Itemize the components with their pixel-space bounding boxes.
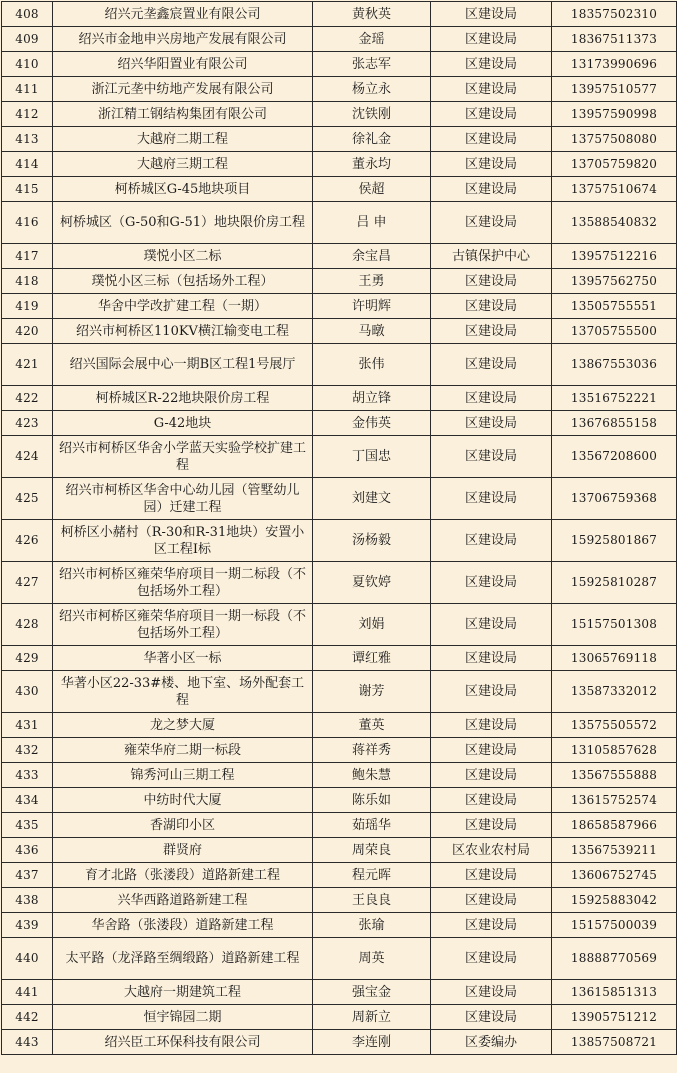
department-cell: 区建设局 [431,604,552,646]
table-row [2,202,677,244]
table-row [2,1030,677,1055]
phone-number-cell: 13065769118 [552,646,677,671]
phone-number-cell: 13606752745 [552,863,677,888]
contact-person-cell: 马暾 [313,319,431,344]
phone-number-cell: 13705759820 [552,152,677,177]
table-row [2,863,677,888]
project-name-cell: 浙江元垄中纺地产发展有限公司 [53,77,313,102]
project-name-cell: 大越府一期建筑工程 [53,980,313,1005]
project-name-cell: 绍兴市柯桥区110KV横江输变电工程 [53,319,313,344]
department-cell: 区建设局 [431,1005,552,1030]
project-name-cell: 群贤府 [53,838,313,863]
project-name-cell: 锦秀河山三期工程 [53,763,313,788]
table-row [2,813,677,838]
phone-number-cell: 13757508080 [552,127,677,152]
contact-person-cell: 谢芳 [313,671,431,713]
table-row [2,562,677,604]
row-number-cell: 424 [2,436,53,478]
phone-number-cell: 13505755551 [552,294,677,319]
table-row [2,386,677,411]
row-number-cell: 441 [2,980,53,1005]
contact-person-cell: 黄秋英 [313,2,431,27]
row-number-cell: 420 [2,319,53,344]
row-number-cell: 440 [2,938,53,980]
row-number-cell: 418 [2,269,53,294]
table-row [2,436,677,478]
department-cell: 区建设局 [431,177,552,202]
contact-person-cell: 余宝昌 [313,244,431,269]
phone-number-cell: 13615752574 [552,788,677,813]
row-number-cell: 416 [2,202,53,244]
project-name-cell: 柯桥城区R-22地块限价房工程 [53,386,313,411]
project-name-cell: 绍兴国际会展中心一期B区工程1号展厅 [53,344,313,386]
phone-number-cell: 13867553036 [552,344,677,386]
project-name-cell: 璞悦小区三标（包括场外工程） [53,269,313,294]
project-name-cell: 大越府三期工程 [53,152,313,177]
contact-person-cell: 汤杨毅 [313,520,431,562]
phone-number-cell: 15157501308 [552,604,677,646]
row-number-cell: 437 [2,863,53,888]
contact-person-cell: 周荣良 [313,838,431,863]
project-name-cell: 雍荣华府二期一标段 [53,738,313,763]
department-cell: 区建设局 [431,411,552,436]
project-name-cell: 绍兴华阳置业有限公司 [53,52,313,77]
contact-person-cell: 张瑜 [313,913,431,938]
project-name-cell: 育才北路（张溇段）道路新建工程 [53,863,313,888]
department-cell: 区建设局 [431,152,552,177]
phone-number-cell: 13676855158 [552,411,677,436]
row-number-cell: 412 [2,102,53,127]
phone-number-cell: 13757510674 [552,177,677,202]
phone-number-cell: 13567208600 [552,436,677,478]
department-cell: 区建设局 [431,102,552,127]
department-cell: 区建设局 [431,202,552,244]
contact-person-cell: 徐礼金 [313,127,431,152]
phone-number-cell: 13567555888 [552,763,677,788]
department-cell: 区建设局 [431,562,552,604]
phone-number-cell: 15157500039 [552,913,677,938]
table-row [2,938,677,980]
table-row [2,646,677,671]
table-row [2,319,677,344]
contact-person-cell: 李连刚 [313,1030,431,1055]
project-name-cell: 绍兴市金地申兴房地产发展有限公司 [53,27,313,52]
project-name-cell: 绍兴市柯桥区华舍小学蓝天实验学校扩建工程 [53,436,313,478]
phone-number-cell: 13615851313 [552,980,677,1005]
contact-person-cell: 陈乐如 [313,788,431,813]
contact-person-cell: 许明辉 [313,294,431,319]
table-row [2,27,677,52]
department-cell: 区建设局 [431,980,552,1005]
contact-table [1,1,677,1055]
project-name-cell: 恒宇锦园二期 [53,1005,313,1030]
contact-person-cell: 金瑶 [313,27,431,52]
contact-person-cell: 张志军 [313,52,431,77]
department-cell: 区建设局 [431,763,552,788]
contact-person-cell: 张伟 [313,344,431,386]
contact-person-cell: 蒋祥秀 [313,738,431,763]
project-name-cell: 绍兴市柯桥区雍荣华府项目一期一标段（不包括场外工程） [53,604,313,646]
table-row [2,713,677,738]
department-cell: 区农业农村局 [431,838,552,863]
table-row [2,177,677,202]
phone-number-cell: 18367511373 [552,27,677,52]
table-row [2,1005,677,1030]
contact-person-cell: 刘建文 [313,478,431,520]
table-row [2,152,677,177]
table-row [2,671,677,713]
department-cell: 区建设局 [431,2,552,27]
department-cell: 古镇保护中心 [431,244,552,269]
department-cell: 区建设局 [431,319,552,344]
phone-number-cell: 13588540832 [552,202,677,244]
row-number-cell: 426 [2,520,53,562]
row-number-cell: 428 [2,604,53,646]
contact-person-cell: 董英 [313,713,431,738]
table-row [2,888,677,913]
row-number-cell: 422 [2,386,53,411]
phone-number-cell: 13567539211 [552,838,677,863]
phone-number-cell: 13957562750 [552,269,677,294]
row-number-cell: 427 [2,562,53,604]
row-number-cell: 443 [2,1030,53,1055]
phone-number-cell: 13957510577 [552,77,677,102]
table-row [2,604,677,646]
phone-number-cell: 18888770569 [552,938,677,980]
project-name-cell: 大越府二期工程 [53,127,313,152]
department-cell: 区建设局 [431,646,552,671]
phone-number-cell: 15925801867 [552,520,677,562]
row-number-cell: 408 [2,2,53,27]
department-cell: 区建设局 [431,863,552,888]
contact-person-cell: 周新立 [313,1005,431,1030]
table-row [2,411,677,436]
phone-number-cell: 18658587966 [552,813,677,838]
department-cell: 区建设局 [431,52,552,77]
table-row [2,244,677,269]
phone-number-cell: 18357502310 [552,2,677,27]
table-row [2,520,677,562]
project-name-cell: 绍兴元垄鑫宸置业有限公司 [53,2,313,27]
contact-person-cell: 鲍朱慧 [313,763,431,788]
row-number-cell: 423 [2,411,53,436]
project-name-cell: 浙江精工钢结构集团有限公司 [53,102,313,127]
department-cell: 区建设局 [431,294,552,319]
project-name-cell: 龙之梦大厦 [53,713,313,738]
row-number-cell: 431 [2,713,53,738]
department-cell: 区建设局 [431,520,552,562]
contact-person-cell: 丁国忠 [313,436,431,478]
table-row [2,52,677,77]
contact-person-cell: 沈铁刚 [313,102,431,127]
row-number-cell: 442 [2,1005,53,1030]
contact-person-cell: 茹瑶华 [313,813,431,838]
row-number-cell: 421 [2,344,53,386]
table-row [2,788,677,813]
contact-person-cell: 侯超 [313,177,431,202]
project-name-cell: 柯桥区小赭村（R-30和R-31地块）安置小区工程Ⅰ标 [53,520,313,562]
row-number-cell: 436 [2,838,53,863]
phone-number-cell: 13705755500 [552,319,677,344]
row-number-cell: 409 [2,27,53,52]
phone-number-cell: 13957512216 [552,244,677,269]
contact-person-cell: 程元晖 [313,863,431,888]
phone-number-cell: 13957590998 [552,102,677,127]
row-number-cell: 411 [2,77,53,102]
project-name-cell: 中纺时代大厦 [53,788,313,813]
row-number-cell: 439 [2,913,53,938]
phone-number-cell: 13857508721 [552,1030,677,1055]
department-cell: 区建设局 [431,77,552,102]
project-name-cell: 绍兴市柯桥区华舍中心幼儿园（管墅幼儿园）迁建工程 [53,478,313,520]
row-number-cell: 414 [2,152,53,177]
table-row [2,2,677,27]
table-row [2,77,677,102]
table-row [2,102,677,127]
project-name-cell: 绍兴臣工环保科技有限公司 [53,1030,313,1055]
contact-person-cell: 董永均 [313,152,431,177]
table-row [2,478,677,520]
table-row [2,913,677,938]
row-number-cell: 433 [2,763,53,788]
table-row [2,838,677,863]
phone-number-cell: 13516752221 [552,386,677,411]
phone-number-cell: 13905751212 [552,1005,677,1030]
row-number-cell: 438 [2,888,53,913]
table-row [2,763,677,788]
department-cell: 区建设局 [431,888,552,913]
department-cell: 区建设局 [431,938,552,980]
row-number-cell: 430 [2,671,53,713]
project-name-cell: 华舍中学改扩建工程（一期） [53,294,313,319]
row-number-cell: 410 [2,52,53,77]
project-name-cell: 华著小区22-33#楼、地下室、场外配套工程 [53,671,313,713]
department-cell: 区建设局 [431,671,552,713]
contact-person-cell: 刘娟 [313,604,431,646]
contact-person-cell: 杨立永 [313,77,431,102]
contact-person-cell: 周英 [313,938,431,980]
department-cell: 区建设局 [431,738,552,763]
contact-person-cell: 胡立锋 [313,386,431,411]
department-cell: 区建设局 [431,913,552,938]
contact-person-cell: 金伟英 [313,411,431,436]
department-cell: 区建设局 [431,478,552,520]
project-name-cell: 兴华西路道路新建工程 [53,888,313,913]
department-cell: 区建设局 [431,127,552,152]
phone-number-cell: 13575505572 [552,713,677,738]
table-row [2,738,677,763]
table-row [2,127,677,152]
row-number-cell: 417 [2,244,53,269]
row-number-cell: 435 [2,813,53,838]
row-number-cell: 434 [2,788,53,813]
department-cell: 区建设局 [431,386,552,411]
phone-number-cell: 13105857628 [552,738,677,763]
row-number-cell: 415 [2,177,53,202]
table-body [2,2,677,1055]
project-name-cell: 绍兴市柯桥区雍荣华府项目一期二标段（不包括场外工程） [53,562,313,604]
department-cell: 区建设局 [431,788,552,813]
project-name-cell: 华著小区一标 [53,646,313,671]
department-cell: 区委编办 [431,1030,552,1055]
table-row [2,269,677,294]
department-cell: 区建设局 [431,27,552,52]
contact-person-cell: 王勇 [313,269,431,294]
table-row [2,980,677,1005]
phone-number-cell: 13706759368 [552,478,677,520]
contact-person-cell: 夏钦婷 [313,562,431,604]
phone-number-cell: 13173990696 [552,52,677,77]
row-number-cell: 425 [2,478,53,520]
department-cell: 区建设局 [431,344,552,386]
row-number-cell: 432 [2,738,53,763]
phone-number-cell: 13587332012 [552,671,677,713]
phone-number-cell: 15925883042 [552,888,677,913]
department-cell: 区建设局 [431,436,552,478]
phone-number-cell: 15925810287 [552,562,677,604]
project-name-cell: 太平路（龙泽路至绸缎路）道路新建工程 [53,938,313,980]
project-name-cell: 璞悦小区二标 [53,244,313,269]
project-name-cell: 柯桥城区（G-50和G-51）地块限价房工程 [53,202,313,244]
department-cell: 区建设局 [431,269,552,294]
row-number-cell: 413 [2,127,53,152]
table-row [2,294,677,319]
project-name-cell: G-42地块 [53,411,313,436]
project-name-cell: 华舍路（张溇段）道路新建工程 [53,913,313,938]
department-cell: 区建设局 [431,813,552,838]
row-number-cell: 429 [2,646,53,671]
contact-person-cell: 王良良 [313,888,431,913]
table-row [2,344,677,386]
project-name-cell: 香湖印小区 [53,813,313,838]
contact-person-cell: 吕 申 [313,202,431,244]
contact-person-cell: 强宝金 [313,980,431,1005]
department-cell: 区建设局 [431,713,552,738]
contact-person-cell: 谭红雅 [313,646,431,671]
row-number-cell: 419 [2,294,53,319]
project-name-cell: 柯桥城区G-45地块项目 [53,177,313,202]
